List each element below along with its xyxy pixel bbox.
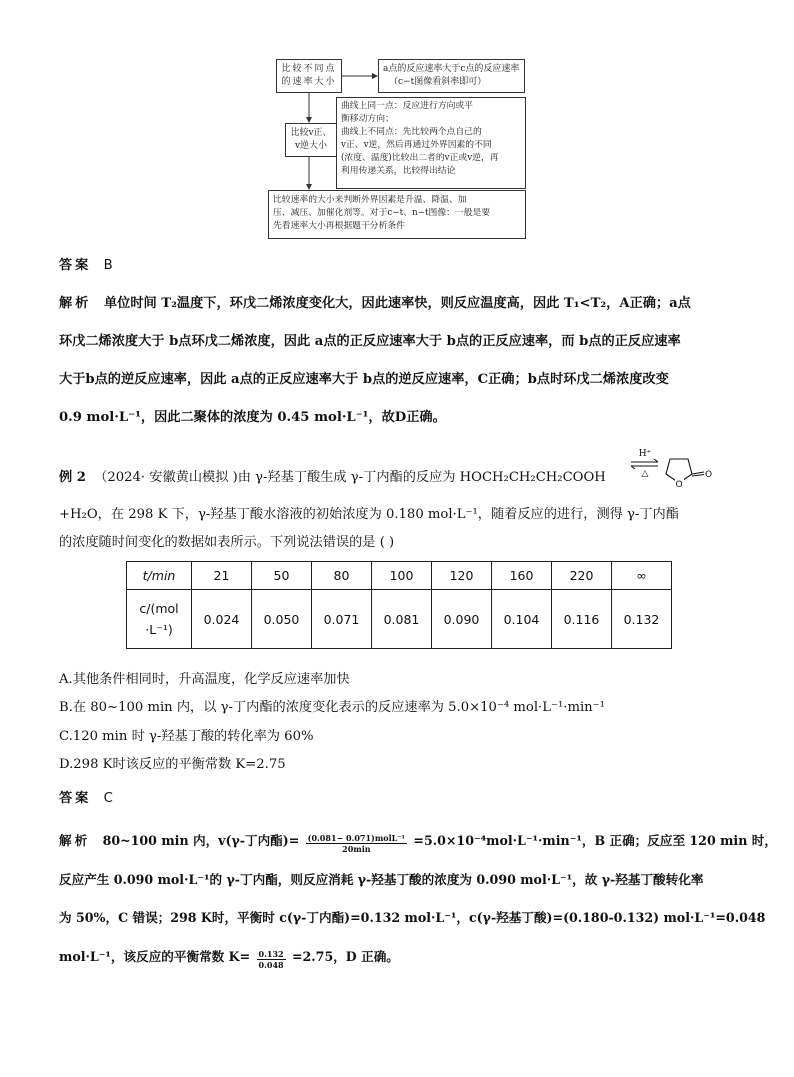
table-cell: 50	[252, 562, 312, 590]
analysis-text: =2.75，D 正确。	[291, 949, 399, 964]
option-a: A.其他条件相同时，升高温度，化学反应速率加快	[59, 672, 350, 687]
fraction-numerator: (0.081− 0.071)molL⁻¹	[307, 833, 406, 843]
analysis-2-line-2: 反应产生 0.090 mol·L⁻¹的 γ-丁内酯，则反应消耗 γ-羟基丁酸的浓度为 0.090 mol·L⁻¹，故 γ-羟基丁酸转化率	[59, 872, 704, 887]
analysis-text: mol·L⁻¹，该反应的平衡常数 K=	[59, 949, 251, 964]
analysis-1-line-3: 大于b点的逆反应速率，因此 a点的正反应速率大于 b点的逆反应速率，C正确；b点时环戊二烯浓度改变	[59, 372, 669, 387]
table-cell: 0.090	[432, 590, 492, 649]
table-cell: 0.132	[612, 590, 672, 649]
table-cell: 0.104	[492, 590, 552, 649]
flowchart-box-compare-points	[276, 59, 342, 93]
flowchart-text: v逆大小	[294, 141, 328, 151]
answer-label: 答案	[59, 791, 92, 806]
flowchart-text: (浓度、温度)比较出二者的v正或v逆，再	[341, 153, 499, 163]
analysis-text: 80~100 min 内，v(γ-丁内酯)=	[102, 833, 300, 848]
flowchart-text: 曲线上同一点：反应进行方向或平	[341, 101, 473, 111]
example-label: 例 2	[59, 470, 86, 485]
flowchart-text: 压、减压、加催化剂等。对于c−t、n−t图像：一般是要	[273, 208, 491, 218]
analysis-1-line-4: 0.9 mol·L⁻¹，因此二聚体的浓度为 0.45 mol·L⁻¹，故D正确。	[59, 410, 446, 425]
example-2-line-1	[59, 468, 606, 488]
concentration-table	[126, 561, 672, 649]
table-cell: ∞	[612, 562, 672, 590]
flowchart-text: 曲线上不同点：先比较两个点自己的	[341, 127, 482, 137]
table-header-text: c/(mol	[139, 601, 179, 616]
table-cell: 120	[432, 562, 492, 590]
fraction-denominator: 0.048	[258, 960, 284, 970]
svg-text:O: O	[705, 470, 713, 480]
analysis-1-line-2: 环戊二烯浓度大于 b点环戊二烯浓度，因此 a点的正反应速率大于 b点的正反应速率，而 b点的正反应速率	[59, 334, 681, 349]
table-cell: 220	[552, 562, 612, 590]
answer-value: B	[103, 258, 113, 273]
analysis-text: =5.0×10⁻⁴mol·L⁻¹·min⁻¹，B 正确；反应至 120 min 时，	[413, 833, 777, 848]
analysis-1-line-1	[59, 294, 691, 314]
reaction-condition-bottom: △	[641, 469, 649, 479]
table-row-concentration	[127, 590, 672, 649]
flowchart-text: 比较v正、	[290, 128, 332, 138]
answer-value: C	[103, 791, 113, 806]
example-text: （2024· 安徽黄山模拟 )由 γ-羟基丁酸生成 γ-丁内酯的反应为 HOCH₂CH₂CH₂COOH	[94, 470, 606, 485]
flowchart-text: （c−t图像看斜率即可）	[389, 77, 487, 87]
table-header-text: ·L⁻¹)	[145, 622, 173, 637]
flowchart-text: v正、v逆，然后再通过外界因素的不同	[341, 140, 492, 150]
answer-1	[59, 256, 113, 276]
svg-text:O: O	[675, 480, 683, 490]
flowchart-text: 先看速率大小再根据题干分析条件	[273, 221, 405, 231]
analysis-2-line-1	[59, 831, 777, 854]
table-cell: 0.024	[192, 590, 252, 649]
table-header-concentration	[127, 590, 192, 649]
table-header-time: t/min	[127, 562, 192, 590]
equilibrium-arrow-icon	[630, 459, 660, 469]
example-2-line-3: 的浓度随时间变化的数据如表所示。下列说法错误的是 ( )	[59, 535, 395, 550]
flowchart-box-curve-points	[336, 97, 526, 189]
option-b: B.在 80~100 min 内，以 γ-丁内酯的浓度变化表示的反应速率为 5.0×10⁻⁴ mol·L⁻¹·min⁻¹	[59, 700, 605, 715]
analysis-label: 解析	[59, 296, 92, 311]
rate-fraction	[306, 833, 407, 854]
flowchart-box-compare-v	[285, 123, 337, 157]
flowchart-text: a点的反应速率大于c点的反应速率	[383, 64, 520, 74]
analysis-label: 解析	[59, 833, 91, 848]
analysis-text: 单位时间 T₂温度下，环戊二烯浓度变化大，因此速率快，则反应温度高，因此 T₁<T₂，A正确；a点	[103, 296, 691, 311]
answer-2	[59, 789, 113, 809]
analysis-2-line-3: 为 50%，C 错误；298 K时，平衡时 c(γ-丁内酯)=0.132 mol·L⁻¹，c(γ-羟基丁酸)=(0.180-0.132) mol·L⁻¹=0.048	[59, 910, 766, 925]
analysis-2-line-4	[59, 947, 399, 970]
flowchart-text: 比较速率的大小来判断外界因素是升温、降温、加	[273, 195, 467, 205]
flowchart-text: 利用传递关系，比较得出结论	[341, 166, 456, 176]
k-fraction	[257, 949, 286, 970]
table-cell: 0.081	[372, 590, 432, 649]
flowchart-box-slope	[378, 59, 525, 93]
table-row-time	[127, 562, 672, 590]
table-cell: 0.050	[252, 590, 312, 649]
reaction-condition-top: H⁺	[638, 449, 652, 459]
table-cell: 80	[312, 562, 372, 590]
table-cell: 160	[492, 562, 552, 590]
flowchart-text: 的速率大小	[281, 77, 337, 87]
flowchart-box-external-factors	[268, 190, 526, 239]
table-cell: 0.116	[552, 590, 612, 649]
table-cell: 100	[372, 562, 432, 590]
flowchart-text: 比较不同点	[281, 64, 337, 74]
table-cell: 21	[192, 562, 252, 590]
gamma-butyrolactone-structure-icon	[662, 450, 720, 490]
example-2-line-2: +H₂O，在 298 K 下，γ-羟基丁酸水溶液的初始浓度为 0.180 mol·L⁻¹，随着反应的进行，测得 γ-丁内酯	[59, 507, 679, 522]
table-cell: 0.071	[312, 590, 372, 649]
fraction-numerator: 0.132	[258, 949, 284, 959]
option-d: D.298 K时该反应的平衡常数 K=2.75	[59, 757, 286, 772]
flowchart-text: 衡移动方向；	[341, 114, 394, 124]
answer-label: 答案	[59, 258, 92, 273]
option-c: C.120 min 时 γ-羟基丁酸的转化率为 60%	[59, 729, 314, 744]
fraction-denominator: 20min	[342, 844, 371, 854]
